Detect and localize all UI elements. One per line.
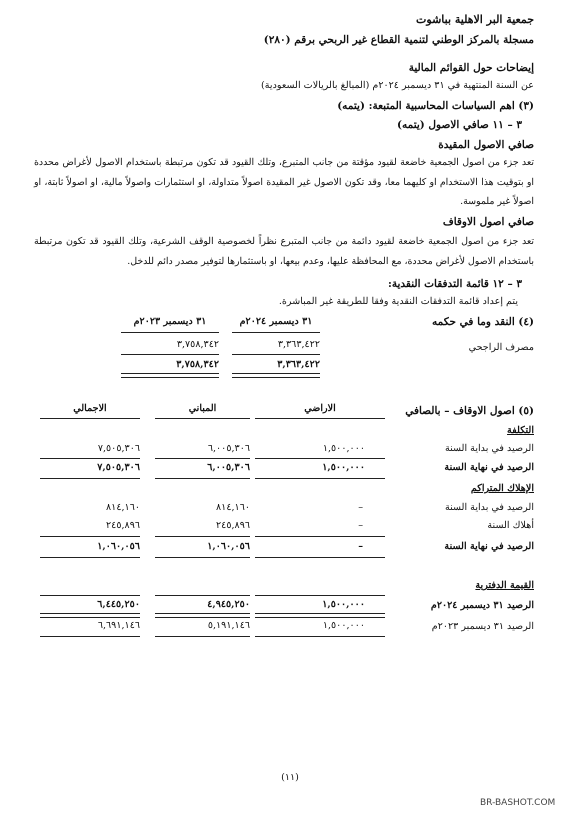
dep-title: الإهلاك المتراكم	[470, 483, 534, 494]
dep-close-total: ١,٠٦٠,٠٥٦	[97, 541, 140, 552]
book-2024-double-rule-total	[40, 613, 140, 618]
col-buildings-rule	[155, 418, 250, 419]
cash-row-label: مصرف الراجحي	[468, 342, 534, 353]
col-total-rule	[40, 418, 140, 419]
cash-table-title: (٤) النقد وما في حكمه	[432, 316, 534, 328]
dep-year-label: أهلاك السنة	[487, 520, 534, 531]
book-title: القيمة الدفترية	[475, 580, 534, 591]
book-top-rule-total	[40, 595, 140, 596]
dep-open-buildings: ٨١٤,١٦٠	[216, 502, 250, 513]
book-2023-rule-buildings	[155, 636, 250, 637]
dep-open-total: ٨١٤,١٦٠	[106, 502, 140, 513]
cash-total-2024: ٣,٣٦٣,٤٢٢	[277, 359, 320, 370]
cost-open-label: الرصيد في بداية السنة	[444, 443, 534, 454]
cash-row-2023: ٣,٧٥٨,٣٤٢	[176, 339, 219, 350]
cost-open-total: ٧,٥٠٥,٣٠٦	[97, 443, 140, 454]
col-land: الاراضي	[304, 403, 336, 414]
period-line: عن السنة المنتهية في ٣١ ديسمبر ٢٠٢٤م (المبالغ بالريالات السعودية)	[261, 80, 534, 91]
book-2024-label: الرصيد ٣١ ديسمبر ٢٠٢٤م	[430, 600, 534, 611]
cash-total-2023: ٣,٧٥٨,٣٤٢	[176, 359, 219, 370]
policies-heading: (٣) اهم السياسات المحاسبية المتبعة: (يتمه)	[337, 100, 534, 112]
cash-double-rule-2023	[121, 373, 219, 378]
cash-col-2023-rule	[121, 332, 219, 333]
dep-close-rule-land	[255, 557, 385, 558]
endowment-assets-text: تعد جزء من اصول الجمعية خاضعة لقيود دائمة من جانب المتبرع نظراً لخصوصية الوقف الشرعية، وتلك القيود قد تكون مرتبطة باستخدام الاصول لأغراض محددة، مع المحافظة عليها، وعدم بيعها، او باستثمارها لتوفير مصدر دائم للدخل.	[34, 236, 534, 267]
endowment-assets-title: صافي اصول الاوقاف	[442, 216, 534, 228]
cash-col-2024-rule	[232, 332, 320, 333]
dep-open-label: الرصيد في بداية السنة	[444, 502, 534, 513]
dep-open-land: –	[358, 502, 363, 513]
book-2023-land: ١,٥٠٠,٠٠٠	[322, 620, 365, 631]
dep-close-land: –	[358, 541, 363, 552]
dep-close-label: الرصيد في نهاية السنة	[444, 541, 534, 552]
watermark: BR-BASHOT.COM	[480, 798, 556, 808]
col-buildings: المباني	[188, 403, 217, 414]
book-2023-total: ٦,٦٩١,١٤٦	[97, 620, 140, 631]
cost-close-land: ١,٥٠٠,٠٠٠	[322, 462, 365, 473]
restricted-assets-text: تعد جزء من اصول الجمعية خاضعة لقيود مؤقتة من جانب المتبرع، وتلك القيود قد تكون مرتبطة باستخدام الاصول لأغراض محددة او بتوقيت هذا الاستخدام او كليهما معا، وقد تكون الاصول غير المقيدة اصولاً متداولة، او استثمارات واصولاً مالية، او اصولاً ثابتة، او اصولاً غير ملموسة.	[34, 157, 534, 207]
book-2024-total: ٦,٤٤٥,٢٥٠	[97, 599, 140, 610]
net-assets-subheading: ٣ – ١١ صافي الاصول (يتمه)	[397, 119, 522, 131]
cost-close-total: ٧,٥٠٥,٣٠٦	[97, 462, 140, 473]
cash-col-2024: ٣١ ديسمبر ٢٠٢٤م	[239, 316, 313, 327]
cost-rule-buildings	[155, 458, 250, 459]
col-land-rule	[255, 418, 385, 419]
cost-rule-land	[255, 458, 385, 459]
cost-open-land: ١,٥٠٠,٠٠٠	[322, 443, 365, 454]
cash-double-rule-2024	[232, 373, 320, 378]
cash-total-rule-2023	[121, 354, 219, 355]
cost-rule-total	[40, 458, 140, 459]
endow-table-title: (٥) اصول الاوقاف – بالصافي	[405, 405, 534, 417]
org-name: جمعية البر الاهلية بباشوت	[416, 13, 534, 26]
dep-rule-land	[255, 536, 385, 537]
cost-open-buildings: ٦,٠٠٥,٣٠٦	[207, 443, 250, 454]
dep-year-land: –	[358, 520, 363, 531]
book-2024-double-rule-buildings	[155, 613, 250, 618]
book-2023-buildings: ٥,١٩١,١٤٦	[207, 620, 250, 631]
dep-close-rule-total	[40, 557, 140, 558]
cost-title: التكلفة	[507, 425, 534, 436]
cost-close-buildings: ٦,٠٠٥,٣٠٦	[207, 462, 250, 473]
book-2023-label: الرصيد ٣١ ديسمبر ٢٠٢٣م	[431, 621, 534, 632]
cost-close-rule-land	[255, 478, 385, 479]
dep-close-buildings: ١,٠٦٠,٠٥٦	[207, 541, 250, 552]
cashflow-text: يتم إعداد قائمة التدفقات النقدية وفقا للطريقة غير المباشرة.	[278, 296, 518, 307]
registration-line: مسجلة بالمركز الوطني لتنمية القطاع غير الربحي برقم (٢٨٠)	[263, 34, 534, 46]
book-2024-buildings: ٤,٩٤٥,٢٥٠	[207, 599, 250, 610]
cashflow-subheading: ٣ – ١٢ قائمة التدفقات النقدية:	[387, 278, 522, 290]
dep-rule-total	[40, 536, 140, 537]
dep-close-rule-buildings	[155, 557, 250, 558]
dep-year-buildings: ٢٤٥,٨٩٦	[216, 520, 250, 531]
book-2023-rule-land	[255, 636, 385, 637]
cash-total-rule-2024	[232, 354, 320, 355]
page-number: (١١)	[281, 772, 299, 783]
cost-close-rule-total	[40, 478, 140, 479]
cash-col-2023: ٣١ ديسمبر ٢٠٢٣م	[133, 316, 207, 327]
dep-year-total: ٢٤٥,٨٩٦	[106, 520, 140, 531]
book-2024-land: ١,٥٠٠,٠٠٠	[322, 599, 365, 610]
restricted-assets-title: صافي الاصول المقيدة	[438, 139, 534, 151]
dep-rule-buildings	[155, 536, 250, 537]
book-top-rule-land	[255, 595, 385, 596]
section-title: إيضاحات حول القوائم المالية	[408, 62, 534, 74]
cost-close-label: الرصيد في نهاية السنة	[444, 462, 534, 473]
cash-row-2024: ٣,٣٦٣,٤٢٢	[277, 339, 320, 350]
col-total: الاجمالي	[73, 403, 107, 414]
book-2023-rule-total	[40, 636, 140, 637]
book-2024-double-rule-land	[255, 613, 385, 618]
cost-close-rule-buildings	[155, 478, 250, 479]
book-top-rule-buildings	[155, 595, 250, 596]
